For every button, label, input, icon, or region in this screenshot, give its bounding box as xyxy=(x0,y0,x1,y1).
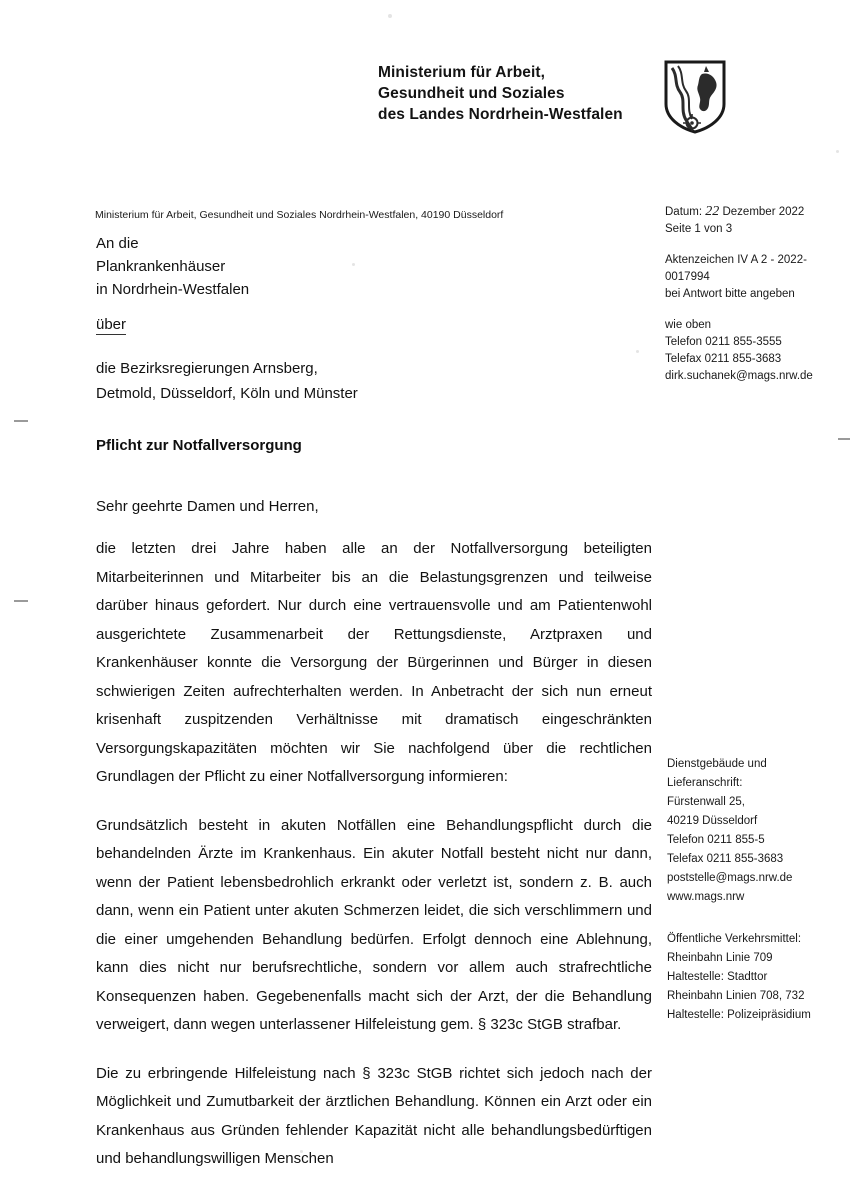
body-paragraph: die letzten drei Jahre haben alle an der Notfallversorgung beteiligten Mitarbeiterinnen und Mitarbeiter bis an die Belastungsgrenzen und teilweise darüber hinaus gefordert. Nur durch eine vertrauensvolle und am Patientenwohl ausgerichtete Zusammenarbeit der Rettungsdienste, Arztpraxen und Krankenhäuser konnte die Versorgung der Bürgerinnen und Bürger in diesen schwierigen Zeiten aufrechterhalten werden. In Anbetracht der sich nun erneut krisenhaft zuspitzenden Verhältnisse mit dramatisch eingeschränkten Versorgungskapazitäten möchten wir Sie nachfolgend über die rechtlichen Grundlagen der Pflicht zu einer Notfallversorgung informieren: xyxy=(96,540,652,785)
building-line-5: Telefon 0211 855-5 xyxy=(667,834,765,846)
date-month-year: Dezember 2022 xyxy=(722,206,805,218)
building-line-8[interactable]: www.mags.nrw xyxy=(667,891,745,903)
letter-subject: Pflicht zur Notfallversorgung xyxy=(96,437,302,454)
building-line-7[interactable]: poststelle@mags.nrw.de xyxy=(667,872,793,884)
via-label xyxy=(96,313,126,336)
scan-speck xyxy=(352,263,355,266)
salutation: Sehr geehrte Damen und Herren, xyxy=(96,498,319,515)
building-line-2: Lieferanschrift: xyxy=(667,777,743,789)
via-label-text: über xyxy=(96,316,127,333)
address-line-3: in Nordrhein-Westfalen xyxy=(96,281,250,298)
via-authorities xyxy=(96,356,358,406)
transit-line-4: Rheinbahn Linien 708, 732 xyxy=(667,990,805,1002)
recipient-address xyxy=(96,232,249,301)
address-line-1: An die xyxy=(96,235,139,252)
transit-line-1: Öffentliche Verkehrsmittel: xyxy=(667,933,802,945)
letterhead xyxy=(378,62,623,125)
date-row xyxy=(665,203,835,221)
letterhead-line-2: Gesundheit und Soziales xyxy=(378,85,565,102)
page-edge-mark xyxy=(14,420,28,422)
meta-date-group xyxy=(665,203,835,238)
contact-phone: Telefon 0211 855-3555 xyxy=(665,336,782,348)
building-line-1: Dienstgebäude und xyxy=(667,758,767,770)
contact-email[interactable]: dirk.suchanek@mags.nrw.de xyxy=(665,370,813,382)
letterhead-line-1: Ministerium für Arbeit, xyxy=(378,64,546,81)
body-paragraph: Grundsätzlich besteht in akuten Notfällen eine Behandlungspflicht durch die behandelnden Ärzte im Krankenhaus. Ein akuter Notfall besteht nicht nur dann, wenn der Patient lebensbedrohlich erkrankt oder verletzt ist, sondern z. B. auch dann, wenn ein Patient unter akuten Schmerzen leidet, die sich verschlimmern und die einer umgehenden Behandlung bedürfen. Erfolgt dennoch eine Ablehnung, kann dies nicht nur berufsrechtliche, sondern vor allem auch strafrechtliche Konsequenzen haben. Gegebenenfalls macht sich der Arzt, der die Behandlung verweigert, dann wegen unterlassener Hilfeleistung gem. § 323c StGB strafbar. xyxy=(96,816,652,1033)
scan-speck xyxy=(836,150,839,153)
date-label: Datum: xyxy=(665,206,703,218)
transit-line-2: Rheinbahn Linie 709 xyxy=(667,952,773,964)
letterhead-line-3: des Landes Nordrhein-Westfalen xyxy=(378,106,623,123)
reply-note: bei Antwort bitte angeben xyxy=(665,288,795,300)
footer-building-address xyxy=(667,755,839,907)
footer-public-transit xyxy=(667,930,839,1025)
meta-contact-group xyxy=(665,317,835,385)
building-line-4: 40219 Düsseldorf xyxy=(667,815,758,827)
scan-speck xyxy=(636,350,639,353)
page-info: Seite 1 von 3 xyxy=(665,223,733,235)
via-line-2: Detmold, Düsseldorf, Köln und Münster xyxy=(96,385,358,402)
meta-reference-group xyxy=(665,252,835,303)
letter-meta xyxy=(665,203,835,399)
date-value-handwritten: 22 xyxy=(705,204,720,219)
page-edge-mark xyxy=(14,600,28,602)
building-line-3: Fürstenwall 25, xyxy=(667,796,745,808)
scan-speck xyxy=(388,14,392,18)
body-paragraph: Die zu erbringende Hilfeleistung nach § 323c StGB richtet sich jedoch nach der Möglichkeit und Zumutbarkeit der ärztlichen Behandlung. Können ein Arzt oder ein Krankenhaus aus Gründen fehlender Kapazität nicht alle behandlungsbedürftigen und behandlungswilligen Menschen xyxy=(96,1064,652,1167)
via-line-1: die Bezirksregierungen Arnsberg, xyxy=(96,360,318,377)
transit-line-3: Haltestelle: Stadttor xyxy=(667,971,768,983)
contact-fax: Telefax 0211 855-3683 xyxy=(665,353,782,365)
address-line-2: Plankrankenhäuser xyxy=(96,258,226,275)
nrw-coat-of-arms-icon xyxy=(664,60,726,134)
building-line-6: Telefax 0211 855-3683 xyxy=(667,853,784,865)
transit-line-5: Haltestelle: Polizeipräsidium xyxy=(667,1009,811,1021)
sender-address-line: Ministerium für Arbeit, Gesundheit und Soziales Nordrhein-Westfalen, 40190 Düsseldorf xyxy=(95,209,504,221)
file-reference-line-1: Aktenzeichen IV A 2 - 2022- xyxy=(665,254,807,266)
letter-body xyxy=(96,535,652,1194)
contact-intro: wie oben xyxy=(665,319,712,331)
file-reference-line-2: 0017994 xyxy=(665,271,710,283)
page-edge-mark xyxy=(838,438,850,440)
